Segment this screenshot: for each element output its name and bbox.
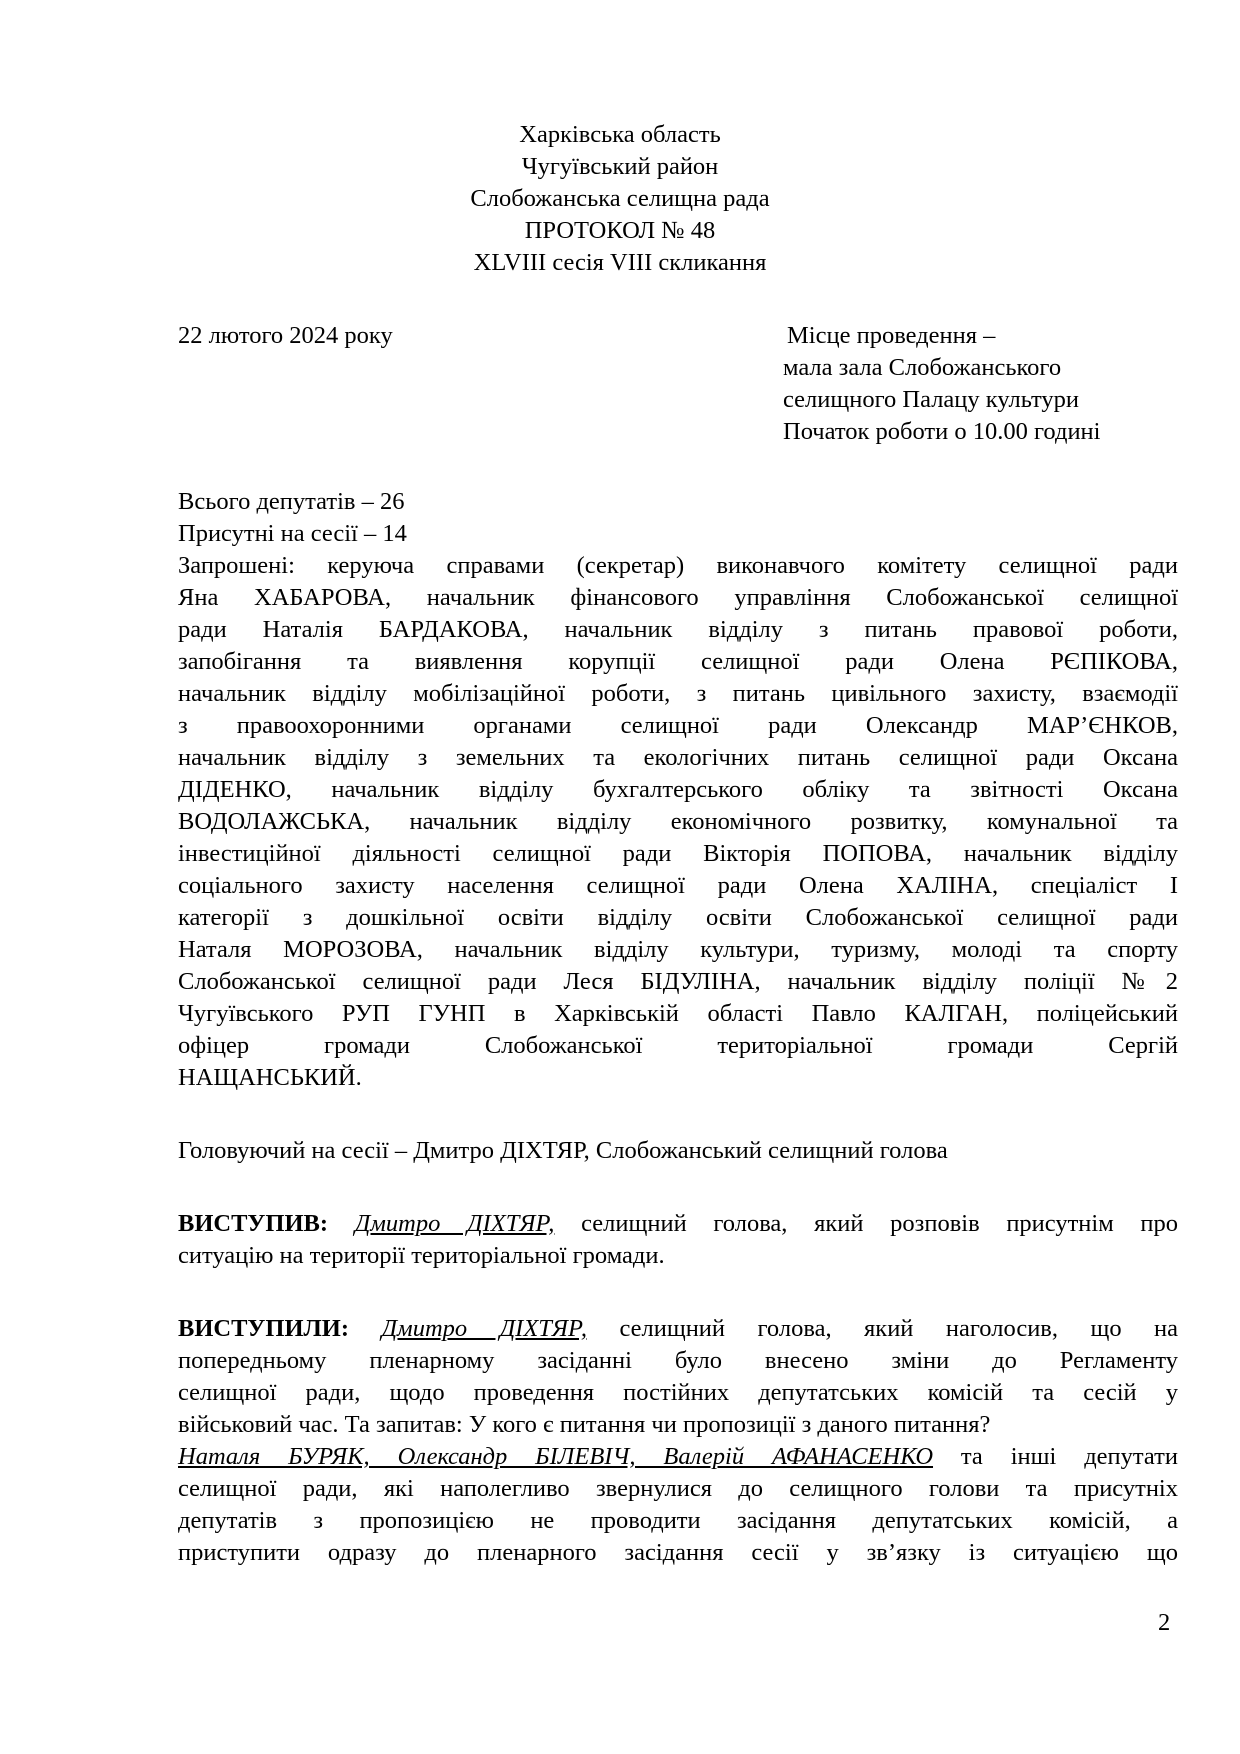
speech2-line4: військовий час. Та запитав: У кого є питання чи пропозиції з даного питання?: [178, 1411, 991, 1438]
invited-line: запобігання та виявлення корупції селищної ради Олена РЄПІКОВА,: [178, 648, 1178, 675]
place-line-2: мала зала Слобожанського: [783, 354, 1062, 381]
invited-line: НАЩАНСЬКИЙ.: [178, 1064, 362, 1091]
start-time: Початок роботи о 10.00 годині: [783, 418, 1101, 445]
invited-line: соціального захисту населення селищної ради Олена ХАЛІНА, спеціаліст І: [178, 872, 1178, 899]
total-deputies: Всього депутатів – 26: [178, 488, 405, 515]
invited-line: інвестиційної діяльності селищної ради Вікторія ПОПОВА, начальник відділу: [178, 840, 1178, 867]
invited-line: Наталя МОРОЗОВА, начальник відділу культури, туризму, молоді та спорту: [178, 936, 1178, 963]
invited-line: Чугуївського РУП ГУНП в Харківській області Павло КАЛГАН, поліцейський: [178, 1000, 1178, 1027]
council-name: Слобожанська селищна рада: [470, 185, 770, 212]
invited-line: начальник відділу з земельних та екологічних питань селищної ради Оксана: [178, 744, 1178, 771]
invited-line: категорії з дошкільної освіти відділу освіти Слобожанської селищної ради: [178, 904, 1178, 931]
page-number: 2: [1158, 1609, 1171, 1636]
speech2-line2: попередньому пленарному засіданні було внесено зміни до Регламенту: [178, 1347, 1178, 1374]
speech2-line5-text: та інші депутати: [933, 1443, 1178, 1470]
speech1-speaker: Дмитро ДІХТЯР,: [354, 1210, 555, 1237]
present-deputies: Присутні на сесії – 14: [178, 520, 407, 547]
session-chair: Головуючий на сесії – Дмитро ДІХТЯР, Слобожанський селищний голова: [178, 1137, 948, 1164]
invited-line: ВОДОЛАЖСЬКА, начальник відділу економічного розвитку, комунальної та: [178, 808, 1178, 835]
speech1-line2: ситуацію на території територіальної громади.: [178, 1242, 665, 1269]
place-line-3: селищного Палацу культури: [783, 386, 1079, 413]
speech2-label: ВИСТУПИЛИ:: [178, 1315, 349, 1342]
place-label: Місце проведення –: [787, 322, 996, 349]
region-name: Харківська область: [519, 121, 721, 148]
session-title: XLVIII сесія VIII скликання: [473, 249, 767, 276]
invited-line: Яна ХАБАРОВА, начальник фінансового управління Слобожанської селищної: [178, 584, 1178, 611]
speech2-line6: селищної ради, які наполегливо звернулися до селищного голови та присутніх: [178, 1475, 1178, 1502]
speech2-line8: приступити одразу до пленарного засідання сесії у зв’язку із ситуацією що: [178, 1539, 1178, 1566]
speech2-line7: депутатів з пропозицією не проводити засідання депутатських комісій, а: [178, 1507, 1178, 1534]
speech2-speaker: Дмитро ДІХТЯР,: [381, 1315, 587, 1342]
invited-line: офіцер громади Слобожанської територіальної громади Сергій: [178, 1032, 1178, 1059]
speech2-text: селищний голова, який наголосив, що на: [586, 1315, 1179, 1342]
invited-line: начальник відділу мобілізаційної роботи, з питань цивільного захисту, взаємодії: [178, 680, 1178, 707]
district-name: Чугуївський район: [521, 153, 719, 180]
invited-line: Запрошені: керуюча справами (секретар) виконавчого комітету селищної ради: [178, 552, 1178, 579]
speech2-line3: селищної ради, щодо проведення постійних депутатських комісій та сесій у: [178, 1379, 1178, 1406]
speech2-speakers: Наталя БУРЯК, Олександр БІЛЕВІЧ, Валерій АФАНАСЕНКО: [178, 1443, 934, 1470]
invited-line: ДІДЕНКО, начальник відділу бухгалтерського обліку та звітності Оксана: [178, 776, 1178, 803]
speech2-line1: [178, 1313, 1178, 1345]
speech1-line1: [178, 1208, 1178, 1240]
speech2-line5: [178, 1441, 1178, 1473]
protocol-title: ПРОТОКОЛ № 48: [524, 217, 716, 244]
invited-line: Слобожанської селищної ради Леся БІДУЛІНА, начальник відділу поліції №2: [178, 968, 1178, 995]
invited-line: ради Наталія БАРДАКОВА, начальник відділу з питань правової роботи,: [178, 616, 1178, 643]
speech1-text: селищний голова, який розповів присутнім про: [554, 1210, 1179, 1237]
session-date: 22 лютого 2024 року: [178, 322, 393, 349]
invited-line: з правоохоронними органами селищної ради Олександр МАР’ЄНКОВ,: [178, 712, 1178, 739]
speech1-label: ВИСТУПИВ:: [178, 1210, 329, 1237]
